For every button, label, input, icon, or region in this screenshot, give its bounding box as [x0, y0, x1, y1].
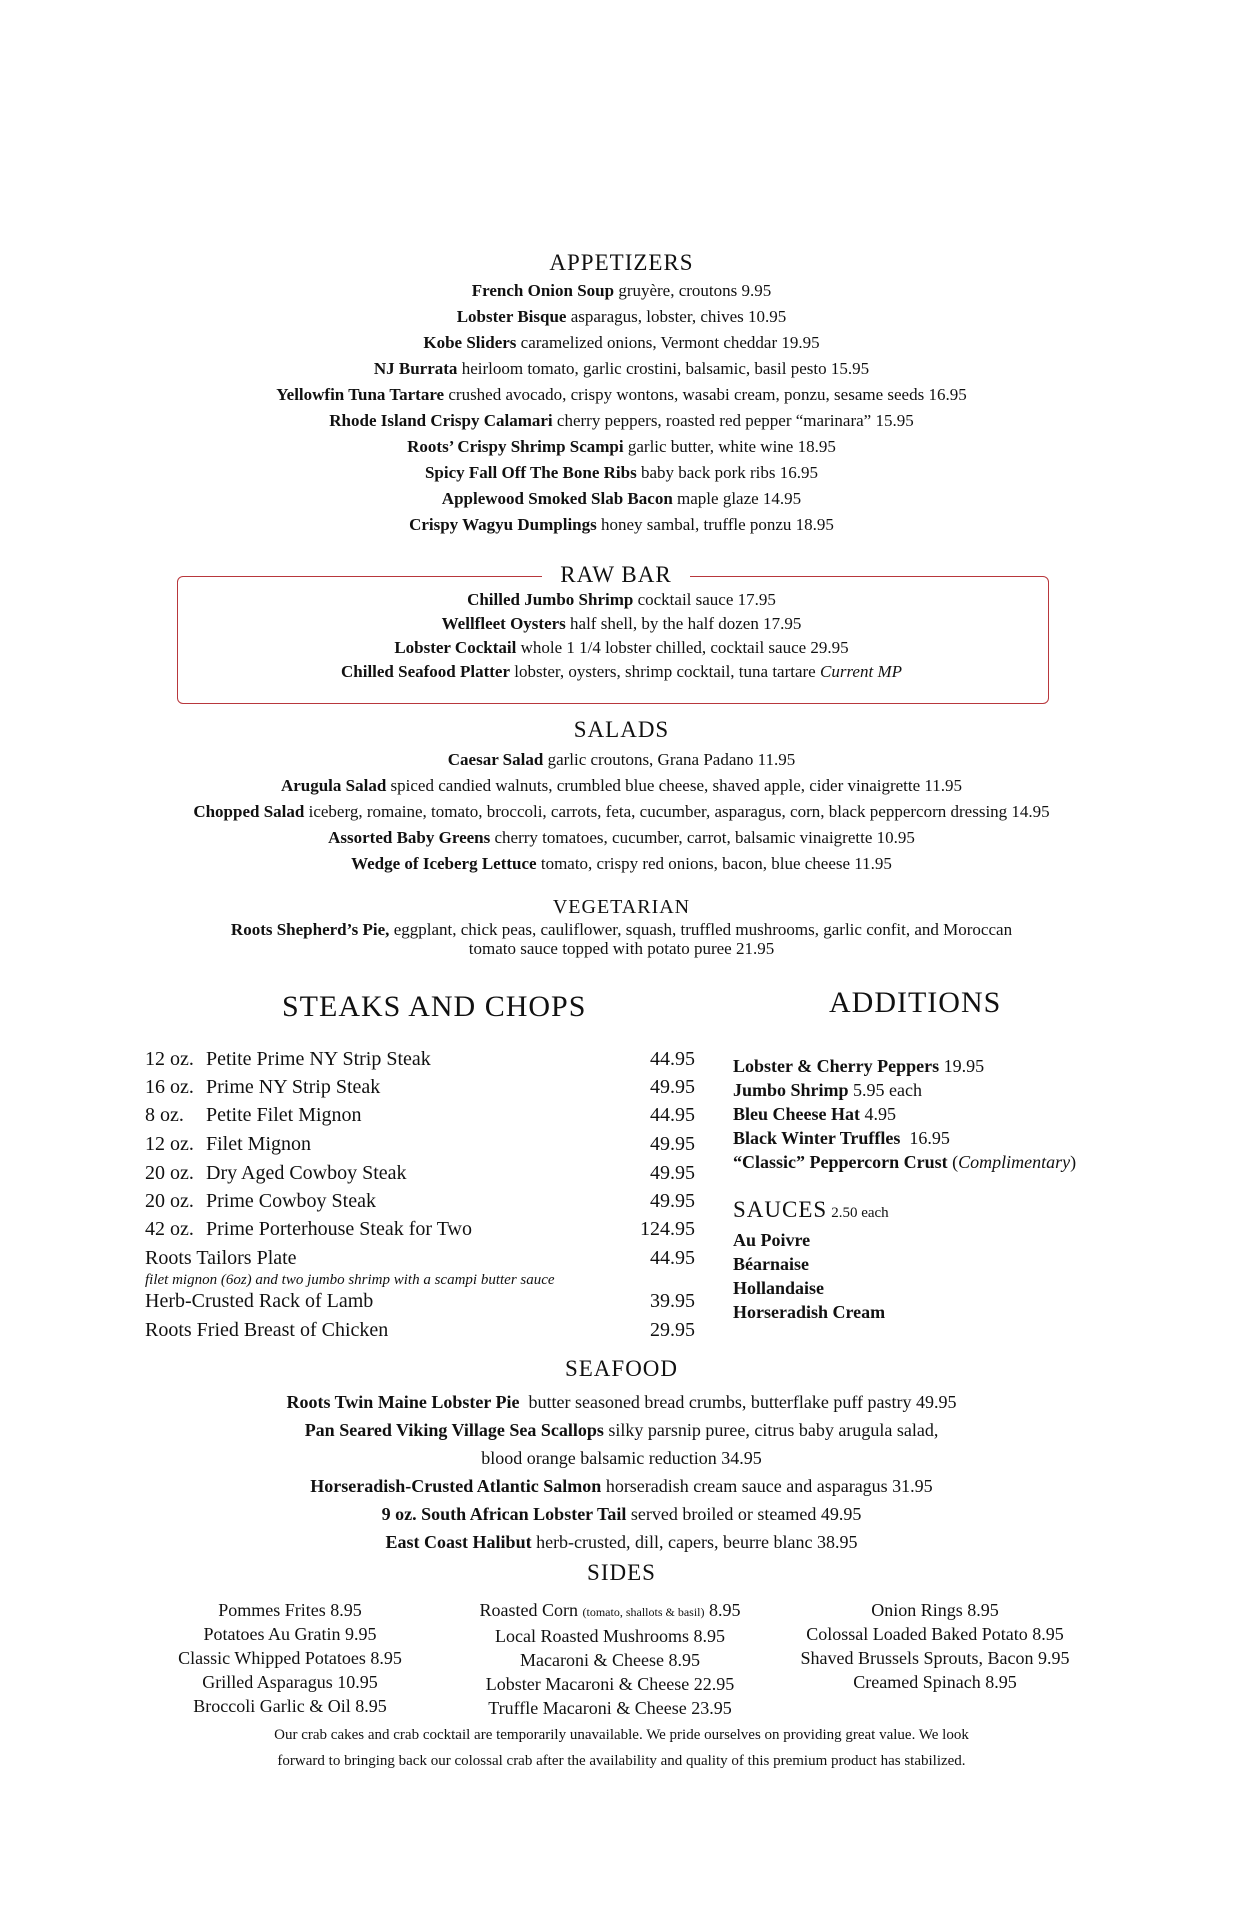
item-price: ( [947, 1152, 959, 1172]
side-note: (tomato, shallots & basil) [582, 1605, 705, 1619]
item-name: Assorted Baby Greens [328, 828, 491, 847]
item-desc: iceberg, romaine, tomato, broccoli, carrots, feta, cucumber, asparagus, corn, black peppercorn dressing 14.95 [304, 802, 1050, 821]
steak-name: Petite Filet Mignon [206, 1104, 362, 1126]
item-name: Roots’ Crispy Shrimp Scampi [407, 437, 624, 456]
steak-weight: 20 oz. [145, 1162, 194, 1184]
menu-item [0, 512, 1243, 538]
addition-item [733, 1078, 1076, 1102]
menu-item [0, 825, 1243, 851]
item-name: Yellowfin Tuna Tartare [276, 385, 445, 404]
item-desc: asparagus, lobster, chives 10.95 [566, 307, 787, 326]
item-name: Chilled Seafood Platter [340, 662, 511, 681]
side-item: Shaved Brussels Sprouts, Bacon 9.95 [800, 1648, 1070, 1668]
item-name: Lobster Cocktail [394, 638, 517, 657]
vegetarian-line-1 [0, 920, 1243, 939]
item-price: 5.95 each [848, 1080, 923, 1100]
menu-item [0, 330, 1243, 356]
menu-item [0, 588, 1243, 612]
item-name: NJ Burrata [373, 359, 458, 378]
appetizers-heading: APPETIZERS [549, 250, 694, 275]
item-name: Chilled Jumbo Shrimp [467, 590, 634, 609]
side-item: Classic Whipped Potatoes 8.95 [178, 1648, 402, 1668]
steak-row [145, 1290, 695, 1318]
item-desc: butter seasoned bread crumbs, butterflake puff pastry 49.95 [519, 1392, 957, 1412]
item-price-note: Current MP [819, 662, 902, 681]
tailors-note: filet mignon (6oz) and two jumbo shrimp with a scampi butter sauce [145, 1272, 555, 1288]
item-desc: maple glaze 14.95 [672, 489, 802, 508]
item-desc: caramelized onions, Vermont cheddar 19.95 [516, 333, 820, 352]
item-desc: half shell, by the half dozen 17.95 [565, 614, 802, 633]
side-item: Macaroni & Cheese 8.95 [520, 1650, 700, 1670]
steak-weight: 12 oz. [145, 1048, 194, 1070]
side-name: Roasted Corn [479, 1600, 583, 1620]
item-name: Roots Shepherd’s Pie, [230, 920, 390, 939]
steak-weight: 8 oz. [145, 1104, 184, 1126]
item-price: 4.95 [859, 1104, 896, 1124]
seafood-list [0, 1388, 1243, 1556]
vegetarian-heading: VEGETARIAN [552, 896, 691, 918]
item-desc: honey sambal, truffle ponzu 18.95 [596, 515, 834, 534]
sauce-item [733, 1300, 885, 1324]
menu-item [0, 304, 1243, 330]
item-name: “Classic” Peppercorn Crust [733, 1152, 948, 1172]
item-desc: heirloom tomato, garlic crostini, balsamic, basil pesto 15.95 [457, 359, 870, 378]
sides-column-3 [780, 1598, 1090, 1694]
steak-price: 44.95 [650, 1247, 695, 1269]
vegetarian-item [0, 920, 1243, 958]
item-desc: cherry peppers, roasted red pepper “marinara” 15.95 [552, 411, 914, 430]
menu-item [0, 1472, 1243, 1500]
item-price: 16.95 [900, 1128, 950, 1148]
side-item: Broccoli Garlic & Oil 8.95 [193, 1696, 387, 1716]
steak-price: 49.95 [650, 1162, 695, 1184]
addition-item [733, 1102, 1076, 1126]
menu-item [0, 408, 1243, 434]
steak-weight: 20 oz. [145, 1190, 194, 1212]
additions-heading: ADDITIONS [829, 986, 1002, 1019]
item-name: 9 oz. South African Lobster Tail [381, 1504, 627, 1524]
raw-bar-heading: RAW BAR [542, 562, 690, 588]
appetizers-list [0, 278, 1243, 538]
item-desc: whole 1 1/4 lobster chilled, cocktail sauce 29.95 [516, 638, 849, 657]
item-price-close: ) [1070, 1152, 1077, 1172]
side-item [445, 1598, 775, 1624]
item-name: Applewood Smoked Slab Bacon [441, 489, 673, 508]
steak-price: 49.95 [650, 1133, 695, 1155]
steak-row [145, 1319, 695, 1347]
item-name: Pan Seared Viking Village Sea Scallops [304, 1420, 604, 1440]
menu-item [0, 636, 1243, 660]
side-item: Creamed Spinach 8.95 [853, 1672, 1017, 1692]
item-desc: horseradish cream sauce and asparagus 31.95 [601, 1476, 933, 1496]
item-name: Kobe Sliders [423, 333, 517, 352]
item-desc: served broiled or steamed 49.95 [626, 1504, 862, 1524]
steak-name: Prime Cowboy Steak [206, 1190, 376, 1212]
addition-item [733, 1054, 1076, 1078]
side-item: Potatoes Au Gratin 9.95 [203, 1624, 377, 1644]
footer-note [0, 1722, 1243, 1774]
item-desc: tomato, crispy red onions, bacon, blue cheese 11.95 [536, 854, 892, 873]
steak-price: 49.95 [650, 1190, 695, 1212]
item-desc: cherry tomatoes, cucumber, carrot, balsamic vinaigrette 10.95 [490, 828, 915, 847]
steak-name: Prime NY Strip Steak [206, 1076, 381, 1098]
menu-item [0, 486, 1243, 512]
footer-line-2: forward to bringing back our colossal crab after the availability and quality of this premium product has stabilized. [277, 1753, 966, 1769]
steaks-heading: STEAKS AND CHOPS [282, 990, 587, 1023]
menu-item [0, 799, 1243, 825]
menu-item [0, 1416, 1243, 1444]
side-item: Grilled Asparagus 10.95 [202, 1672, 378, 1692]
steak-row [145, 1218, 695, 1246]
steak-name: Petite Prime NY Strip Steak [206, 1048, 431, 1070]
steak-name: Roots Fried Breast of Chicken [145, 1319, 389, 1341]
item-desc: herb-crusted, dill, capers, beurre blanc 38.95 [531, 1532, 858, 1552]
menu-item [0, 460, 1243, 486]
addition-item [733, 1126, 1076, 1150]
sauce-item [733, 1228, 885, 1252]
raw-bar-list [0, 588, 1243, 684]
menu-item [0, 1500, 1243, 1528]
sides-column-1 [150, 1598, 430, 1718]
sauces-heading-row [733, 1197, 889, 1223]
item-name: Lobster & Cherry Peppers [733, 1056, 940, 1076]
menu-item [0, 434, 1243, 460]
item-desc: crushed avocado, crispy wontons, wasabi cream, ponzu, sesame seeds 16.95 [444, 385, 967, 404]
item-price: 19.95 [939, 1056, 985, 1076]
item-desc: garlic croutons, Grana Padano 11.95 [543, 750, 796, 769]
item-name: Wellfleet Oysters [441, 614, 566, 633]
steak-price: 44.95 [650, 1104, 695, 1126]
menu-item-continued [0, 1444, 1243, 1472]
steak-weight: 42 oz. [145, 1218, 194, 1240]
item-desc: blood orange balsamic reduction 34.95 [481, 1448, 762, 1468]
steak-row [145, 1247, 695, 1275]
steak-row [145, 1190, 695, 1218]
steak-row [145, 1104, 695, 1132]
steak-row [145, 1133, 695, 1161]
item-name: Jumbo Shrimp [733, 1080, 849, 1100]
steak-name: Herb-Crusted Rack of Lamb [145, 1290, 374, 1312]
steak-price: 29.95 [650, 1319, 695, 1341]
item-desc: eggplant, chick peas, cauliflower, squash, truffled mushrooms, garlic confit, and Moroccan [389, 920, 1013, 939]
steak-name: Dry Aged Cowboy Steak [206, 1162, 407, 1184]
menu-item [0, 1528, 1243, 1556]
seafood-heading: SEAFOOD [564, 1356, 679, 1381]
menu-item [0, 356, 1243, 382]
item-desc: silky parsnip puree, citrus baby arugula salad, [603, 1420, 939, 1440]
additions-list [733, 1054, 1076, 1174]
side-price: 8.95 [704, 1600, 741, 1620]
side-item: Truffle Macaroni & Cheese 23.95 [488, 1698, 732, 1718]
sauces-list [733, 1228, 885, 1324]
item-desc: cocktail sauce 17.95 [633, 590, 776, 609]
sauce-item [733, 1252, 885, 1276]
steak-row [145, 1076, 695, 1104]
sauce-name: Horseradish Cream [733, 1302, 886, 1322]
steak-weight: 12 oz. [145, 1133, 194, 1155]
steak-price: 49.95 [650, 1076, 695, 1098]
steak-name: Filet Mignon [206, 1133, 312, 1155]
menu-item [0, 747, 1243, 773]
side-item: Colossal Loaded Baked Potato 8.95 [806, 1624, 1064, 1644]
menu-item [0, 773, 1243, 799]
item-name: Lobster Bisque [456, 307, 567, 326]
item-name: East Coast Halibut [385, 1532, 532, 1552]
salads-list [0, 747, 1243, 877]
sauce-name: Au Poivre [733, 1230, 811, 1250]
side-item: Local Roasted Mushrooms 8.95 [495, 1626, 725, 1646]
steak-row [145, 1162, 695, 1190]
item-name: Arugula Salad [280, 776, 387, 795]
menu-item [0, 660, 1243, 684]
item-name: French Onion Soup [471, 281, 615, 300]
item-name: Roots Twin Maine Lobster Pie [286, 1392, 520, 1412]
item-desc: gruyère, croutons 9.95 [614, 281, 772, 300]
footer-line-1: Our crab cakes and crab cocktail are temporarily unavailable. We pride ourselves on providing great value. We look [274, 1727, 969, 1743]
steak-price: 39.95 [650, 1290, 695, 1312]
sauce-name: Béarnaise [733, 1254, 809, 1274]
item-price-note: Complimentary [958, 1152, 1071, 1172]
item-name: Crispy Wagyu Dumplings [409, 515, 597, 534]
item-name: Black Winter Truffles [733, 1128, 901, 1148]
item-name: Chopped Salad [193, 802, 305, 821]
item-desc: spiced candied walnuts, crumbled blue cheese, shaved apple, cider vinaigrette 11.95 [386, 776, 963, 795]
vegetarian-line-2: tomato sauce topped with potato puree 21.95 [468, 939, 775, 958]
item-name: Spicy Fall Off The Bone Ribs [424, 463, 637, 482]
steak-name: Prime Porterhouse Steak for Two [206, 1218, 472, 1240]
menu-item [0, 278, 1243, 304]
sauce-item [733, 1276, 885, 1300]
side-item: Lobster Macaroni & Cheese 22.95 [485, 1674, 735, 1694]
steak-row [145, 1048, 695, 1076]
item-desc: baby back pork ribs 16.95 [636, 463, 819, 482]
menu-item [0, 382, 1243, 408]
item-desc: lobster, oysters, shrimp cocktail, tuna tartare [510, 662, 820, 681]
menu-item [0, 851, 1243, 877]
item-name: Bleu Cheese Hat [733, 1104, 860, 1124]
sauces-heading: SAUCES [733, 1197, 828, 1222]
sauces-price: 2.50 each [831, 1205, 889, 1221]
steak-weight: 16 oz. [145, 1076, 194, 1098]
addition-item [733, 1150, 1076, 1174]
item-name: Caesar Salad [447, 750, 544, 769]
sauce-name: Hollandaise [733, 1278, 825, 1298]
item-name: Wedge of Iceberg Lettuce [351, 854, 537, 873]
side-item: Onion Rings 8.95 [871, 1600, 999, 1620]
menu-item [0, 1388, 1243, 1416]
steak-name: Roots Tailors Plate [145, 1247, 297, 1269]
steak-price: 124.95 [640, 1218, 695, 1240]
steak-price: 44.95 [650, 1048, 695, 1070]
salads-heading: SALADS [573, 717, 670, 742]
sides-heading: SIDES [587, 1560, 656, 1585]
item-name: Horseradish-Crusted Atlantic Salmon [310, 1476, 602, 1496]
menu-item [0, 612, 1243, 636]
item-name: Rhode Island Crispy Calamari [329, 411, 553, 430]
side-item: Pommes Frites 8.95 [218, 1600, 362, 1620]
item-desc: garlic butter, white wine 18.95 [623, 437, 836, 456]
sides-column-2 [445, 1598, 775, 1720]
